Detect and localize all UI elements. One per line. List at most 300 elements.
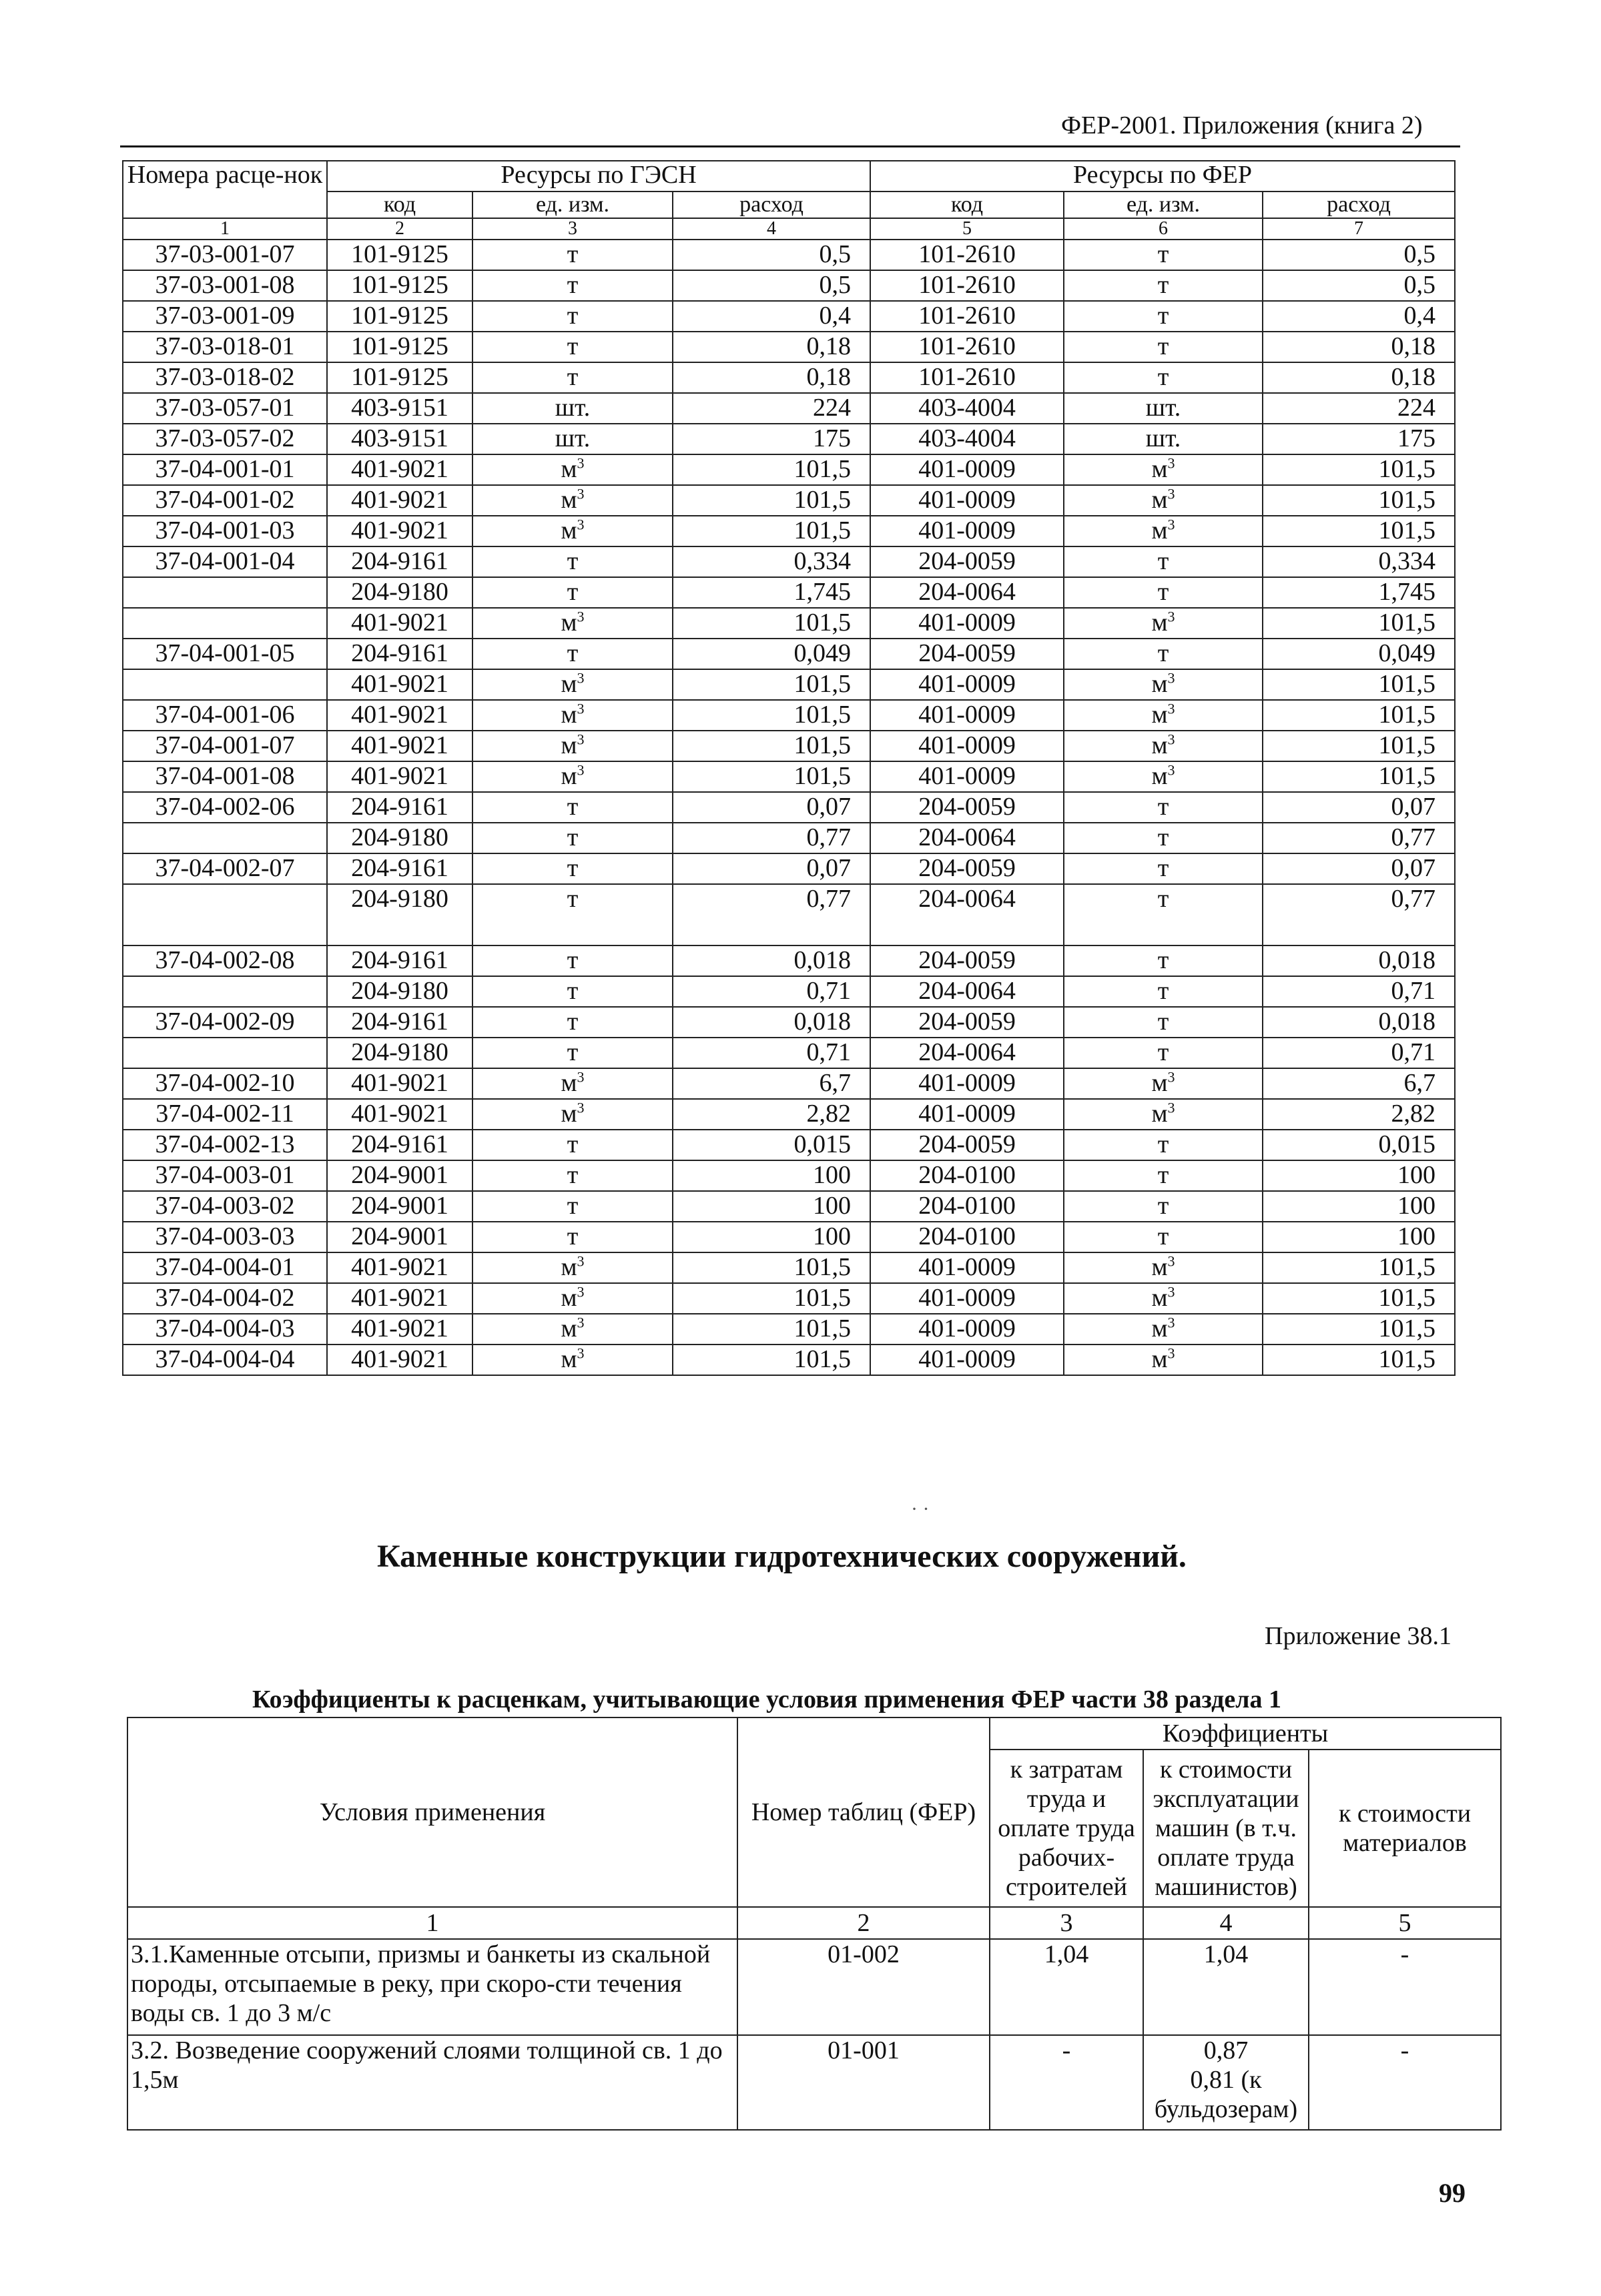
- cell-gesn-unit: $м^3$: [472, 454, 673, 485]
- cell-gesn-usage: 101,5: [673, 485, 870, 516]
- cell-gesn-unit: $м^3$: [472, 1099, 673, 1130]
- cell-gesn-usage: 0,018: [673, 945, 870, 976]
- cell-rate-number: 37-04-004-04: [123, 1345, 327, 1375]
- cell-rate-number: 37-04-001-05: [123, 639, 327, 669]
- cell-gesn-unit: т: [472, 270, 673, 301]
- table-row: [123, 240, 1455, 270]
- cell-gesn-usage: 0,4: [673, 301, 870, 332]
- page-number: 99: [1439, 2178, 1466, 2208]
- cell-rate-number: 37-04-001-02: [123, 485, 327, 516]
- cell-gesn-usage: 0,07: [673, 792, 870, 823]
- cell-fer-unit: $м^3$: [1064, 761, 1263, 792]
- cell-fer-usage: 0,018: [1263, 945, 1455, 976]
- cell-fer-usage: 101,5: [1263, 1283, 1455, 1314]
- cell-gesn-usage: 0,5: [673, 270, 870, 301]
- resources-table-body: [123, 240, 1455, 1375]
- cell-gesn-code: 204-9180: [327, 823, 472, 853]
- page-header: ФЕР-2001. Приложения (книга 2): [1061, 111, 1423, 139]
- cell-fer-usage: 0,71: [1263, 1038, 1455, 1068]
- column-number: 1: [127, 1907, 737, 1939]
- cell-rate-number: 37-04-002-10: [123, 1068, 327, 1099]
- cell-gesn-usage: 175: [673, 424, 870, 454]
- cell-rate-number: [123, 976, 327, 1007]
- cell-gesn-usage: 101,5: [673, 608, 870, 639]
- column-number: 5: [870, 218, 1064, 240]
- cell-gesn-unit: т: [472, 1007, 673, 1038]
- cell-fer-unit: т: [1064, 639, 1263, 669]
- cell-fer-usage: 6,7: [1263, 1068, 1455, 1099]
- cell-gesn-code: 401-9021: [327, 700, 472, 731]
- cell-rate-number: 37-03-001-07: [123, 240, 327, 270]
- cell-fer-unit: $м^3$: [1064, 669, 1263, 700]
- cell-fer-unit: т: [1064, 945, 1263, 976]
- column-number: 7: [1263, 218, 1455, 240]
- cell-gesn-usage: 0,07: [673, 853, 870, 884]
- cell-gesn-unit: т: [472, 945, 673, 976]
- cell-gesn-code: 401-9021: [327, 1283, 472, 1314]
- cell-gesn-unit: т: [472, 1191, 673, 1222]
- cell-fer-usage: 101,5: [1263, 1345, 1455, 1375]
- column-number: 1: [123, 218, 327, 240]
- table-row: [127, 2035, 1501, 2130]
- cell-fer-usage: 0,07: [1263, 853, 1455, 884]
- cell-gesn-unit: $м^3$: [472, 1314, 673, 1345]
- cell-gesn-unit: т: [472, 362, 673, 393]
- table-row: [123, 1283, 1455, 1314]
- table-row: [123, 1222, 1455, 1252]
- cell-fer-code: 401-0009: [870, 669, 1064, 700]
- cell-rate-number: 37-04-002-09: [123, 1007, 327, 1038]
- cell-gesn-unit: $м^3$: [472, 700, 673, 731]
- table-row: [123, 516, 1455, 546]
- cell-gesn-code: 204-9161: [327, 1007, 472, 1038]
- cell-fer-code: 101-2610: [870, 301, 1064, 332]
- cell-rate-number: [123, 884, 327, 945]
- cell-gesn-code: 401-9021: [327, 1314, 472, 1345]
- cell-fer-unit: т: [1064, 1222, 1263, 1252]
- cell-fer-usage: 175: [1263, 424, 1455, 454]
- cell-gesn-unit: $м^3$: [472, 608, 673, 639]
- table-row: [123, 1130, 1455, 1160]
- table-row: [127, 1939, 1501, 2035]
- cell-fer-code: 401-0009: [870, 731, 1064, 761]
- resources-table: [122, 160, 1456, 1376]
- cell-fer-usage: 0,015: [1263, 1130, 1455, 1160]
- cell-fer-code: 204-0100: [870, 1191, 1064, 1222]
- cell-rate-number: 37-04-001-04: [123, 546, 327, 577]
- header-fer-resources: Ресурсы по ФЕР: [870, 161, 1455, 192]
- cell-gesn-code: 204-9180: [327, 577, 472, 608]
- cell-gesn-unit: т: [472, 976, 673, 1007]
- cell-fer-usage: 101,5: [1263, 1252, 1455, 1283]
- cell-gesn-unit: т: [472, 577, 673, 608]
- cell-fer-unit: $м^3$: [1064, 1099, 1263, 1130]
- cell-gesn-usage: 100: [673, 1191, 870, 1222]
- cell-gesn-code: 204-9161: [327, 546, 472, 577]
- row-materials: -: [1309, 2035, 1501, 2130]
- cell-gesn-code: 204-9180: [327, 884, 472, 945]
- cell-gesn-usage: 224: [673, 393, 870, 424]
- cell-gesn-unit: т: [472, 639, 673, 669]
- cell-rate-number: 37-04-004-02: [123, 1283, 327, 1314]
- cell-fer-usage: 101,5: [1263, 700, 1455, 731]
- cell-rate-number: [123, 669, 327, 700]
- cell-rate-number: 37-04-002-13: [123, 1130, 327, 1160]
- row-table-number: 01-002: [737, 1939, 990, 2035]
- cell-gesn-code: 401-9021: [327, 1099, 472, 1130]
- cell-gesn-code: 101-9125: [327, 332, 472, 362]
- appendix-label: Приложение 38.1: [1265, 1622, 1452, 1650]
- cell-rate-number: 37-04-004-03: [123, 1314, 327, 1345]
- header-coefficients: Коэффициенты: [990, 1717, 1501, 1750]
- cell-fer-usage: 101,5: [1263, 669, 1455, 700]
- table-row: [123, 976, 1455, 1007]
- table-row: [123, 731, 1455, 761]
- cell-fer-code: 403-4004: [870, 424, 1064, 454]
- table-row: [123, 639, 1455, 669]
- cell-rate-number: [123, 577, 327, 608]
- cell-gesn-usage: 0,71: [673, 976, 870, 1007]
- cell-gesn-usage: 0,334: [673, 546, 870, 577]
- cell-fer-usage: 0,07: [1263, 792, 1455, 823]
- cell-gesn-usage: 100: [673, 1160, 870, 1191]
- column-number: 4: [673, 218, 870, 240]
- cell-fer-code: 401-0009: [870, 1283, 1064, 1314]
- cell-fer-code: 204-0059: [870, 945, 1064, 976]
- cell-gesn-usage: 0,018: [673, 1007, 870, 1038]
- table-row: [123, 270, 1455, 301]
- cell-fer-code: 401-0009: [870, 1068, 1064, 1099]
- cell-gesn-unit: т: [472, 332, 673, 362]
- cell-gesn-usage: 0,71: [673, 1038, 870, 1068]
- cell-rate-number: 37-03-057-01: [123, 393, 327, 424]
- cell-gesn-code: 204-9161: [327, 1130, 472, 1160]
- cell-gesn-usage: 101,5: [673, 1345, 870, 1375]
- cell-gesn-usage: 101,5: [673, 669, 870, 700]
- cell-fer-unit: шт.: [1064, 393, 1263, 424]
- cell-gesn-unit: $м^3$: [472, 1068, 673, 1099]
- cell-gesn-code: 204-9161: [327, 792, 472, 823]
- cell-fer-unit: т: [1064, 546, 1263, 577]
- cell-fer-unit: $м^3$: [1064, 1068, 1263, 1099]
- cell-rate-number: 37-04-002-11: [123, 1099, 327, 1130]
- cell-fer-usage: 1,745: [1263, 577, 1455, 608]
- table-row: [123, 332, 1455, 362]
- cell-gesn-usage: 0,18: [673, 332, 870, 362]
- cell-fer-code: 401-0009: [870, 454, 1064, 485]
- cell-gesn-usage: 101,5: [673, 454, 870, 485]
- cell-fer-unit: $м^3$: [1064, 1345, 1263, 1375]
- header-rate-numbers: Номера расце-нок: [123, 161, 327, 218]
- table-row: [123, 424, 1455, 454]
- cell-gesn-unit: $м^3$: [472, 516, 673, 546]
- cell-fer-unit: т: [1064, 577, 1263, 608]
- cell-gesn-code: 204-9001: [327, 1222, 472, 1252]
- cell-rate-number: 37-03-001-09: [123, 301, 327, 332]
- header-gesn-resources: Ресурсы по ГЭСН: [327, 161, 870, 192]
- cell-gesn-code: 204-9001: [327, 1191, 472, 1222]
- header-gesn-unit: ед. изм.: [472, 192, 673, 218]
- column-number: 5: [1309, 1907, 1501, 1939]
- cell-fer-unit: т: [1064, 792, 1263, 823]
- cell-gesn-code: 204-9180: [327, 976, 472, 1007]
- cell-fer-unit: т: [1064, 240, 1263, 270]
- cell-fer-code: 204-0059: [870, 853, 1064, 884]
- coefficients-title: Коэффициенты к расценкам, учитывающие условия применения ФЕР части 38 раздела 1: [252, 1685, 1282, 1713]
- cell-fer-code: 204-0059: [870, 1130, 1064, 1160]
- cell-gesn-usage: 101,5: [673, 516, 870, 546]
- cell-fer-unit: $м^3$: [1064, 516, 1263, 546]
- cell-gesn-usage: 1,745: [673, 577, 870, 608]
- header-labor: к затратам труда и оплате труда рабочих-строителей: [990, 1750, 1143, 1907]
- cell-rate-number: 37-04-002-08: [123, 945, 327, 976]
- cell-gesn-unit: шт.: [472, 424, 673, 454]
- cell-gesn-code: 101-9125: [327, 270, 472, 301]
- cell-gesn-unit: $м^3$: [472, 1345, 673, 1375]
- cell-fer-usage: 100: [1263, 1191, 1455, 1222]
- table-row: [123, 1191, 1455, 1222]
- cell-rate-number: 37-04-003-03: [123, 1222, 327, 1252]
- cell-gesn-unit: $м^3$: [472, 485, 673, 516]
- cell-fer-code: 401-0009: [870, 700, 1064, 731]
- cell-fer-usage: 0,018: [1263, 1007, 1455, 1038]
- table-row: [123, 1007, 1455, 1038]
- cell-gesn-usage: 101,5: [673, 1283, 870, 1314]
- cell-gesn-unit: т: [472, 792, 673, 823]
- cell-gesn-code: 403-9151: [327, 393, 472, 424]
- cell-fer-usage: 101,5: [1263, 516, 1455, 546]
- table-row: [123, 669, 1455, 700]
- table-row: [123, 301, 1455, 332]
- header-gesn-code: код: [327, 192, 472, 218]
- cell-gesn-usage: 101,5: [673, 761, 870, 792]
- cell-fer-usage: 101,5: [1263, 1314, 1455, 1345]
- cell-rate-number: 37-04-004-01: [123, 1252, 327, 1283]
- cell-fer-unit: т: [1064, 884, 1263, 945]
- cell-fer-code: 204-0064: [870, 884, 1064, 945]
- header-table-number: Номер таблиц (ФЕР): [737, 1717, 990, 1907]
- cell-gesn-usage: 0,049: [673, 639, 870, 669]
- row-table-number: 01-001: [737, 2035, 990, 2130]
- cell-gesn-usage: 101,5: [673, 700, 870, 731]
- cell-gesn-unit: $м^3$: [472, 761, 673, 792]
- cell-fer-usage: 0,18: [1263, 362, 1455, 393]
- cell-fer-code: 401-0009: [870, 1099, 1064, 1130]
- cell-gesn-usage: 6,7: [673, 1068, 870, 1099]
- cell-rate-number: 37-04-002-07: [123, 853, 327, 884]
- table-row: [123, 485, 1455, 516]
- row-machines: [1143, 2035, 1309, 2130]
- cell-fer-unit: $м^3$: [1064, 1283, 1263, 1314]
- cell-fer-usage: 0,4: [1263, 301, 1455, 332]
- cell-fer-usage: 101,5: [1263, 454, 1455, 485]
- column-number: 2: [737, 1907, 990, 1939]
- header-fer-code: код: [870, 192, 1064, 218]
- cell-gesn-usage: 2,82: [673, 1099, 870, 1130]
- table-row: [123, 853, 1455, 884]
- cell-fer-code: 204-0064: [870, 577, 1064, 608]
- cell-gesn-usage: 0,77: [673, 884, 870, 945]
- cell-fer-code: 101-2610: [870, 332, 1064, 362]
- cell-fer-unit: т: [1064, 823, 1263, 853]
- cell-gesn-code: 204-9161: [327, 639, 472, 669]
- cell-gesn-code: 204-9161: [327, 853, 472, 884]
- cell-gesn-code: 401-9021: [327, 1068, 472, 1099]
- cell-fer-usage: 101,5: [1263, 608, 1455, 639]
- cell-fer-code: 204-0064: [870, 1038, 1064, 1068]
- table-row: [123, 362, 1455, 393]
- cell-gesn-code: 403-9151: [327, 424, 472, 454]
- cell-rate-number: 37-04-003-02: [123, 1191, 327, 1222]
- cell-gesn-code: 204-9001: [327, 1160, 472, 1191]
- cell-gesn-usage: 0,015: [673, 1130, 870, 1160]
- cell-fer-code: 101-2610: [870, 362, 1064, 393]
- cell-fer-unit: $м^3$: [1064, 454, 1263, 485]
- cell-gesn-code: 401-9021: [327, 761, 472, 792]
- table-row: [123, 1345, 1455, 1375]
- row-condition: 3.1.Каменные отсыпи, призмы и банкеты из скальной породы, отсыпаемые в реку, при скоро-сти течения воды св. 1 до 3 м/с: [127, 1939, 737, 2035]
- cell-fer-code: 204-0064: [870, 823, 1064, 853]
- cell-gesn-code: 401-9021: [327, 516, 472, 546]
- cell-fer-unit: т: [1064, 1160, 1263, 1191]
- cell-rate-number: 37-03-057-02: [123, 424, 327, 454]
- cell-fer-usage: 101,5: [1263, 485, 1455, 516]
- cell-gesn-code: 101-9125: [327, 240, 472, 270]
- cell-gesn-code: 401-9021: [327, 1252, 472, 1283]
- cell-gesn-unit: $м^3$: [472, 1283, 673, 1314]
- cell-gesn-code: 204-9180: [327, 1038, 472, 1068]
- cell-gesn-unit: т: [472, 1160, 673, 1191]
- cell-gesn-unit: т: [472, 1130, 673, 1160]
- cell-fer-usage: 0,5: [1263, 270, 1455, 301]
- cell-fer-unit: $м^3$: [1064, 608, 1263, 639]
- cell-fer-usage: 0,5: [1263, 240, 1455, 270]
- header-fer-unit: ед. изм.: [1064, 192, 1263, 218]
- table-row: [123, 1314, 1455, 1345]
- table-row: [123, 1038, 1455, 1068]
- cell-fer-unit: т: [1064, 270, 1263, 301]
- cell-fer-code: 204-0059: [870, 639, 1064, 669]
- cell-fer-unit: $м^3$: [1064, 1314, 1263, 1345]
- cell-fer-code: 401-0009: [870, 608, 1064, 639]
- column-number: 6: [1064, 218, 1263, 240]
- cell-gesn-code: 401-9021: [327, 669, 472, 700]
- header-rule: [120, 145, 1460, 147]
- cell-gesn-code: 204-9161: [327, 945, 472, 976]
- column-number: 4: [1143, 1907, 1309, 1939]
- cell-fer-unit: $м^3$: [1064, 731, 1263, 761]
- cell-gesn-unit: т: [472, 1222, 673, 1252]
- cell-fer-usage: 0,77: [1263, 884, 1455, 945]
- cell-gesn-code: 101-9125: [327, 362, 472, 393]
- cell-rate-number: 37-04-001-03: [123, 516, 327, 546]
- cell-fer-unit: т: [1064, 362, 1263, 393]
- table-row: [123, 700, 1455, 731]
- cell-gesn-code: 101-9125: [327, 301, 472, 332]
- cell-fer-usage: 0,18: [1263, 332, 1455, 362]
- column-number: 3: [472, 218, 673, 240]
- cell-gesn-usage: 101,5: [673, 1252, 870, 1283]
- column-number: 3: [990, 1907, 1143, 1939]
- table-row: [123, 945, 1455, 976]
- cell-fer-usage: 2,82: [1263, 1099, 1455, 1130]
- cell-gesn-usage: 100: [673, 1222, 870, 1252]
- header-gesn-usage: расход: [673, 192, 870, 218]
- cell-gesn-code: 401-9021: [327, 485, 472, 516]
- row-condition: 3.2. Возведение сооружений слоями толщиной св. 1 до 1,5м: [127, 2035, 737, 2130]
- cell-rate-number: [123, 823, 327, 853]
- cell-fer-unit: т: [1064, 976, 1263, 1007]
- cell-fer-unit: т: [1064, 332, 1263, 362]
- cell-rate-number: [123, 608, 327, 639]
- row-machines-value: 0,87: [1203, 2036, 1249, 2064]
- cell-rate-number: 37-04-001-06: [123, 700, 327, 731]
- cell-fer-unit: шт.: [1064, 424, 1263, 454]
- cell-fer-code: 204-0059: [870, 1007, 1064, 1038]
- cell-gesn-unit: т: [472, 1038, 673, 1068]
- cell-fer-code: 204-0064: [870, 976, 1064, 1007]
- cell-gesn-usage: 0,77: [673, 823, 870, 853]
- cell-rate-number: 37-03-018-02: [123, 362, 327, 393]
- cell-gesn-unit: $м^3$: [472, 731, 673, 761]
- header-materials: к стоимости материалов: [1309, 1750, 1501, 1907]
- cell-fer-usage: 101,5: [1263, 761, 1455, 792]
- cell-gesn-code: 401-9021: [327, 731, 472, 761]
- row-machines: 1,04: [1143, 1939, 1309, 2035]
- row-materials: -: [1309, 1939, 1501, 2035]
- cell-gesn-unit: т: [472, 884, 673, 945]
- table-row: [123, 577, 1455, 608]
- table-row: [123, 1099, 1455, 1130]
- cell-gesn-unit: т: [472, 546, 673, 577]
- cell-fer-code: 204-0100: [870, 1160, 1064, 1191]
- row-labor: 1,04: [990, 1939, 1143, 2035]
- cell-fer-usage: 100: [1263, 1160, 1455, 1191]
- table-row: [123, 823, 1455, 853]
- cell-rate-number: [123, 1038, 327, 1068]
- cell-fer-code: 204-0059: [870, 792, 1064, 823]
- cell-fer-code: 401-0009: [870, 485, 1064, 516]
- cell-fer-usage: 224: [1263, 393, 1455, 424]
- cell-fer-usage: 100: [1263, 1222, 1455, 1252]
- cell-fer-unit: т: [1064, 853, 1263, 884]
- row-labor: -: [990, 2035, 1143, 2130]
- cell-gesn-unit: т: [472, 301, 673, 332]
- cell-fer-unit: т: [1064, 1191, 1263, 1222]
- cell-gesn-usage: 101,5: [673, 1314, 870, 1345]
- table-row: [123, 546, 1455, 577]
- cell-gesn-unit: т: [472, 240, 673, 270]
- cell-fer-code: 204-0059: [870, 546, 1064, 577]
- cell-rate-number: 37-03-001-08: [123, 270, 327, 301]
- coefficients-table: [127, 1717, 1502, 2131]
- cell-rate-number: 37-03-018-01: [123, 332, 327, 362]
- cell-fer-usage: 0,334: [1263, 546, 1455, 577]
- table-row: [123, 1252, 1455, 1283]
- column-number: 2: [327, 218, 472, 240]
- table-row: [123, 393, 1455, 424]
- scan-dots: · ·: [911, 1498, 930, 1520]
- table-row: [123, 792, 1455, 823]
- cell-gesn-usage: 0,18: [673, 362, 870, 393]
- cell-fer-unit: $м^3$: [1064, 1252, 1263, 1283]
- cell-fer-usage: 0,71: [1263, 976, 1455, 1007]
- table-row: [123, 1068, 1455, 1099]
- cell-gesn-unit: т: [472, 823, 673, 853]
- table-row: [123, 608, 1455, 639]
- table-row: [123, 454, 1455, 485]
- cell-fer-code: 204-0100: [870, 1222, 1064, 1252]
